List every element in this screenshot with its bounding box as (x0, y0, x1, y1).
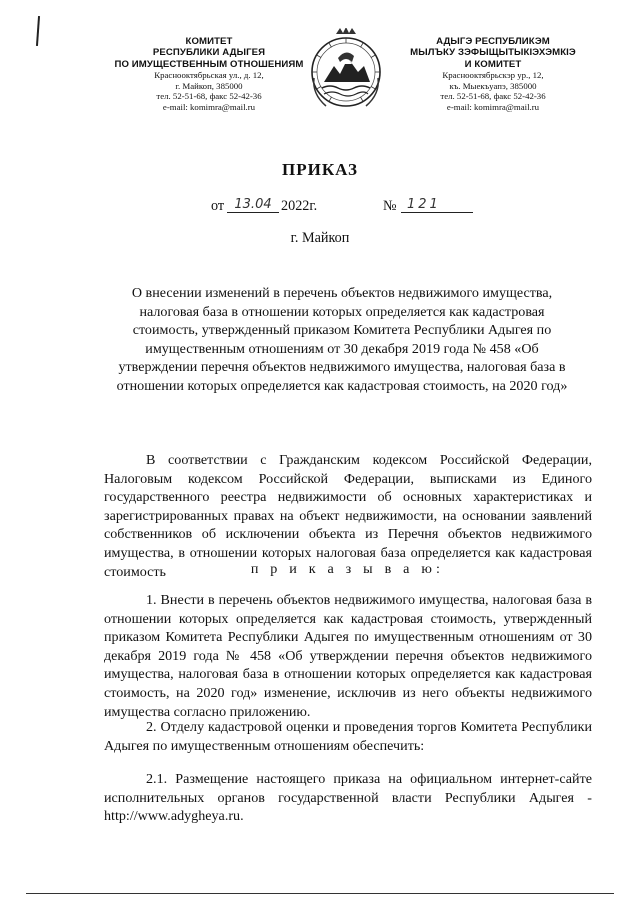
letterhead-right-email: e-mail: komimra@mail.ru (446, 102, 540, 112)
letterhead-right-title-1: АДЫГЭ РЕСПУБЛИКЭМ (436, 36, 550, 47)
handwritten-margin-mark (36, 16, 40, 46)
letterhead-left-phone: тел. 52-51-68, факс 52-42-36 (156, 91, 262, 102)
letterhead-right-address-1: Краснооктябрьскэр ур., 12, (442, 70, 544, 81)
handwritten-number: 121 (401, 197, 473, 213)
preamble-paragraph: В соответствии с Гражданским кодексом Российской Федерации, Налоговым кодексом Российской Федерации, выписками из Единого государственного реестра недвижимости об основных характеристиках и зарегистрированных правах на объект недвижимости, на основании заявлений собственников об исключении объекта из Перечня объектов недвижимого имущества, в отношении которых налоговая база определяется как кадастровая стоимость (104, 452, 592, 580)
number-label: № (383, 198, 397, 214)
letterhead-right-title-3: И КОМИТЕТ (464, 58, 522, 70)
item-2-1-paragraph: 2.1. Размещение настоящего приказа на официальном интернет-сайте исполнительных органов государственной власти Республики Адыгея - http://www.adygheya.ru. (104, 771, 592, 825)
letterhead-right-phone: тел. 52-51-68, факс 52-42-36 (440, 91, 546, 102)
page-bottom-rule (26, 893, 614, 894)
letterhead-right-address-2: къ. Мыекъуапэ, 385000 (449, 80, 537, 91)
letterhead-right-title-2: МЫЛЪКУ ЗЭФЫЩЫТЫКIЭХЭМКIЭ (410, 47, 576, 59)
letterhead-left-address-1: Краснооктябрьская ул., д. 12, (154, 70, 264, 81)
letterhead-left-address-2: г. Майкоп, 385000 (175, 80, 243, 91)
letterhead-left-title-2: РЕСПУБЛИКИ АДЫГЕЯ (152, 47, 266, 59)
letterhead-left-title-3: ПО ИМУЩЕСТВЕННЫМ ОТНОШЕНИЯМ (114, 58, 304, 70)
document-title: ПРИКАЗ (282, 160, 358, 179)
item-2-paragraph: 2. Отделу кадастровой оценки и проведения торгов Комитета Республики Адыгея по имущественным отношениям обеспечить: (104, 719, 592, 754)
coat-of-arms-icon (306, 28, 386, 112)
letterhead-left (104, 36, 314, 113)
city-name: г. Майкоп (290, 230, 350, 246)
letterhead-left-title-1: КОМИТЕТ (185, 36, 233, 47)
item-1-paragraph: 1. Внести в перечень объектов недвижимого имущества, налоговая база в отношении которых определяется как кадастровая стоимость, утвержденный приказом Комитета Республики Адыгея по имущественным отношениям от 30 декабря 2019 года № 458 «Об утверждении перечня объектов недвижимого имущества, налоговая база в отношении которых определяется как кадастровая стоимость, на 2020 год» изменение, исключив из него объекты недвижимого имущества согласно приложению. (104, 592, 592, 720)
handwritten-date: 13.04 (227, 197, 279, 213)
date-number-row (0, 198, 640, 218)
letterhead-left-email: e-mail: komimra@mail.ru (162, 102, 256, 112)
order-decree-word: п р и к а з ы в а ю: (250, 561, 445, 577)
order-subject: О внесении изменений в перечень объектов недвижимого имущества, налоговая база в отношении которых определяется как кадастровая стоимость, утвержденный приказом Комитета Республики Адыгея по имущественным отношениям от 30 декабря 2019 года № 458 «Об утверждении перечня объектов недвижимого имущества, налоговая база в отношении которых определяется как кадастровая стоимость, на 2020 год» (116, 285, 568, 394)
date-prefix: от (211, 198, 225, 214)
date-year: 2022г. (281, 198, 318, 214)
letterhead-right (386, 36, 600, 113)
